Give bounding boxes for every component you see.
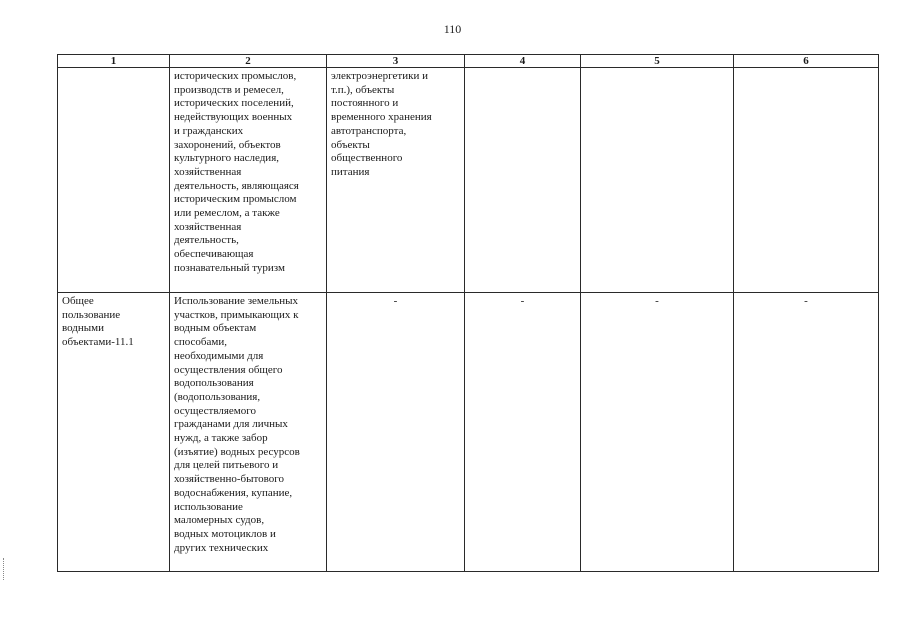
table-cell [581, 293, 734, 572]
column-header-3: 3 [327, 55, 465, 68]
cell-text: исторических промыслов, производств и ремесел, исторических поселений, недействующих военных и гражданских захоронений, объектов культурного наследия, хозяйственная деятельность, являющаяся историческим промыслом или ремеслом, а также хозяйственная деятельность, обеспечивающая познавательный туризм [174, 70, 299, 274]
table-cell [170, 68, 327, 293]
table-cell [734, 293, 879, 572]
table-row [58, 68, 879, 293]
page-number: 110 [443, 22, 462, 36]
cell-text [734, 68, 878, 70]
column-header-5: 5 [581, 55, 734, 68]
cell-text [581, 68, 733, 70]
empty-dash: - [520, 295, 525, 307]
land-use-description: Использование земельных участков, примыкающих к водным объектам способами, необходимыми для осуществления общего водопользования (водопользования, осуществляемого гражданами для личных нужд, а также забор (изъятие) водных ресурсов для целей питьевого и хозяйственно-бытового водоснабжения, купание, использование маломерных судов, водных мотоциклов и других технических [174, 295, 300, 554]
table-cell [170, 293, 327, 572]
empty-dash: - [393, 295, 398, 307]
table-cell [58, 293, 170, 572]
table-cell [465, 293, 581, 572]
table-cell [327, 68, 465, 293]
table-cell [58, 68, 170, 293]
land-use-type-label: Общее пользование водными объектами-11.1 [62, 295, 134, 349]
column-header-4: 4 [465, 55, 581, 68]
table-cell [734, 68, 879, 293]
scan-margin-mark [3, 558, 6, 580]
empty-dash: - [804, 295, 808, 307]
table-header-row [58, 55, 879, 68]
table-cell [327, 293, 465, 572]
column-header-1: 1 [58, 55, 170, 68]
table-cell [581, 68, 734, 293]
column-header-2: 2 [170, 55, 327, 68]
regulations-table [57, 54, 879, 572]
cell-text: электроэнергетики и т.п.), объекты постоянного и временного хранения автотранспорта, объекты общественного питания [331, 70, 432, 178]
table-row [58, 293, 879, 572]
cell-text [58, 68, 169, 70]
cell-text [465, 68, 580, 70]
table-cell [465, 68, 581, 293]
column-header-6: 6 [734, 55, 879, 68]
empty-dash: - [655, 295, 659, 307]
